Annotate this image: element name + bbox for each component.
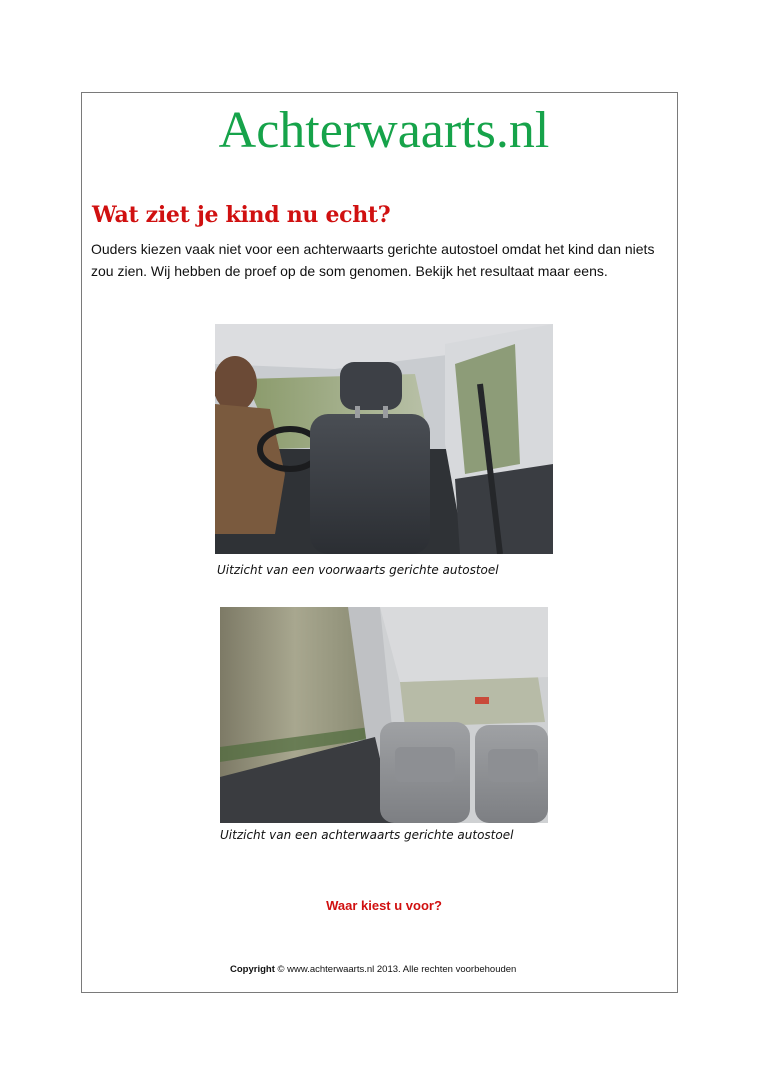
site-title: Achterwaarts.nl — [218, 102, 550, 159]
copyright-label: Copyright — [230, 964, 275, 975]
forward-facing-caption: Uitzicht van een voorwaarts gerichte autostoel — [217, 563, 499, 577]
article-headline: Wat ziet je kind nu echt? — [92, 202, 391, 228]
rear-facing-caption: Uitzicht van een achterwaarts gerichte autostoel — [220, 828, 514, 842]
forward-facing-view-photo — [215, 324, 553, 554]
closing-question: Waar kiest u voor? — [326, 898, 442, 913]
copyright-notice — [230, 964, 516, 975]
article-intro: Ouders kiezen vaak niet voor een achterwaarts gerichte autostoel omdat het kind dan niets zou zien. Wij hebben de proef op de som genomen. Bekijk het resultaat maar eens. — [91, 241, 655, 279]
rear-facing-view-photo — [220, 607, 548, 823]
copyright-text: © www.achterwaarts.nl 2013. Alle rechten voorbehouden — [277, 964, 517, 975]
